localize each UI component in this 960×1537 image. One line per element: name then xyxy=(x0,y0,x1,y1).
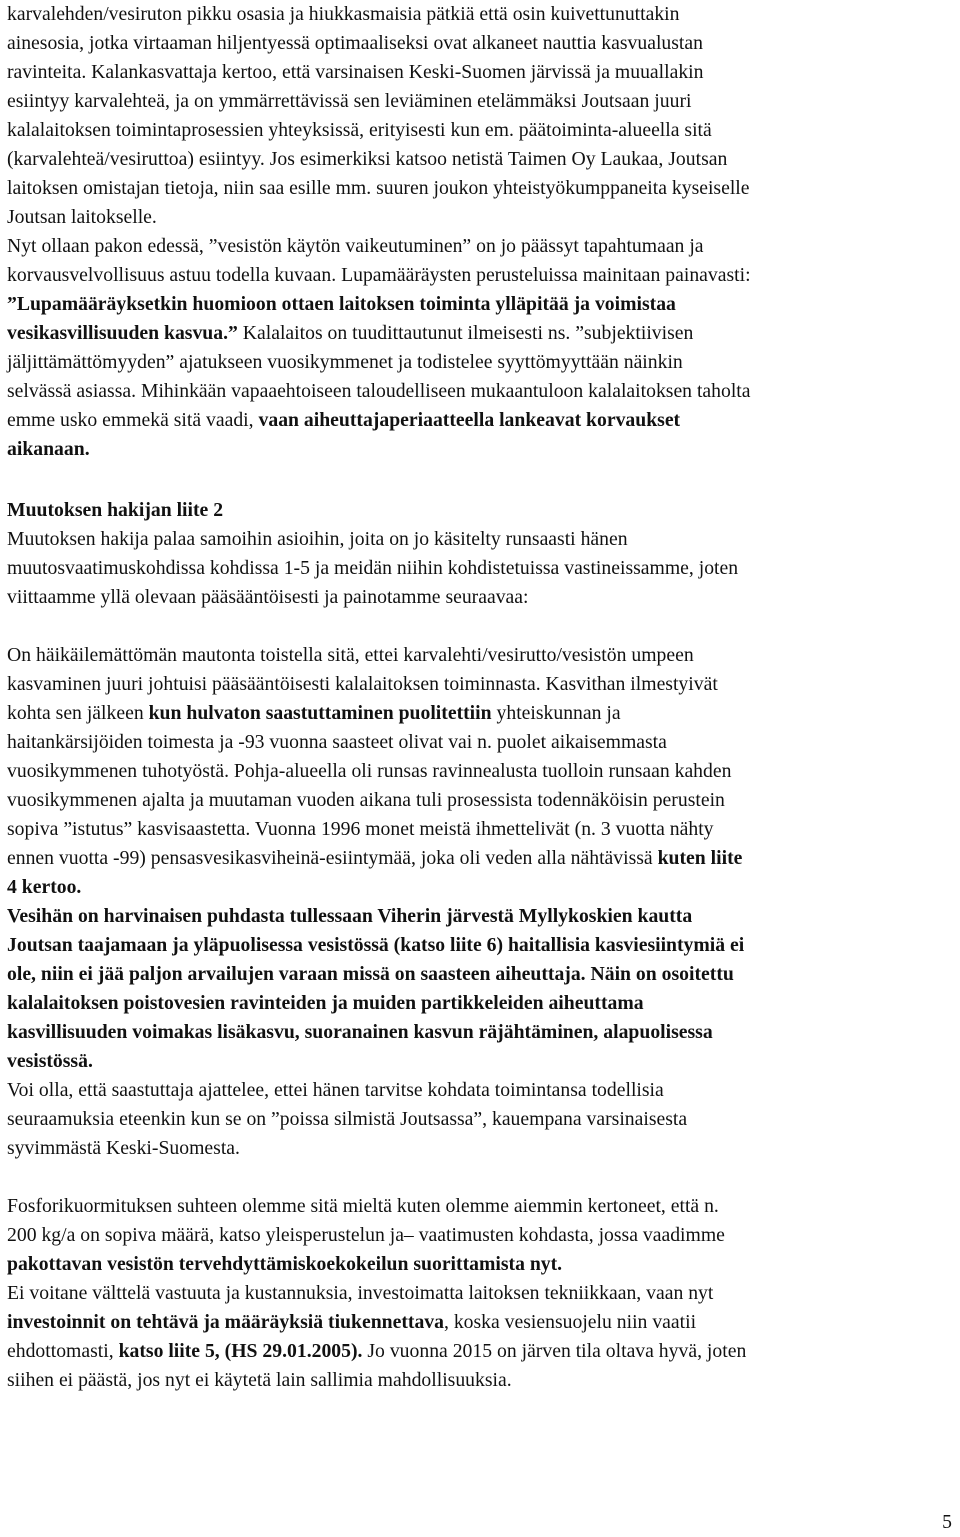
heading-text: Muutoksen hakijan liite 2 xyxy=(7,499,224,521)
text-line: Muutoksen hakija palaa samoihin asioihin, joita on jo käsitelty runsaasti hänen xyxy=(7,528,628,550)
text-line: Ei voitane välttelä vastuuta ja kustannuksia, investoimatta laitoksen tekniikkaan, vaan nyt xyxy=(7,1282,714,1304)
text-line: jäljittämättömyyden” ajatukseen vuosikymmenet ja todistelee syyttömyyttään näinkin xyxy=(7,351,683,373)
paragraph-compensation xyxy=(7,232,953,464)
text-line: esiintyy karvalehteä, ja on ymmärrettävissä sen leviäminen etelämmäksi Joutsaan juuri xyxy=(7,90,692,112)
paragraph-spacer xyxy=(7,1163,953,1192)
bold-line: pakottavan vesistön tervehdyttämiskoekokeilun suorittamista nyt. xyxy=(7,1253,563,1275)
bold-text: kuten liite xyxy=(657,847,743,869)
text-line: Nyt ollaan pakon edessä, ”vesistön käytön vaikeutuminen” on jo päässyt tapahtumaan ja xyxy=(7,235,704,257)
text-line: selvässä asiassa. Mihinkään vapaaehtoiseen taloudelliseen mukaantuloon kalalaitoksen taholta xyxy=(7,380,751,402)
text-line xyxy=(7,844,953,873)
text-line: seuraamuksia eteenkin kun se on ”poissa silmistä Joutsassa”, kauempana varsinaisesta xyxy=(7,1108,688,1130)
text-line: viittaamme yllä olevaan pääsääntöisesti ja painotamme seuraavaa: xyxy=(7,586,529,608)
text-line xyxy=(7,406,953,435)
paragraph-intro xyxy=(7,525,953,612)
text-line: siihen ei päästä, jos nyt ei käytetä lain sallimia mahdollisuuksia. xyxy=(7,1369,512,1391)
text-line xyxy=(7,1337,953,1366)
paragraph-karvalehti-origin xyxy=(7,0,953,232)
text-line: On häikäilemättömän mautonta toistella sitä, ettei karvalehti/vesirutto/vesistön umpeen xyxy=(7,644,694,666)
paragraph-phosphorus xyxy=(7,1192,953,1279)
paragraph-spacer xyxy=(7,612,953,641)
text-line: muutosvaatimuskohdissa kohdissa 1-5 ja meidän niihin kohdistetuissa vastineissamme, joten xyxy=(7,557,739,579)
text-run: Kalalaitos on tuudittautunut ilmeisesti ns. ”subjektiivisen xyxy=(237,322,694,344)
bold-line: Joutsan taajamaan ja yläpuolisessa vesistössä (katso liite 6) haitallisia kasviesiintymiä ei xyxy=(7,934,745,956)
text-line: syvimmästä Keski-Suomesta. xyxy=(7,1137,240,1159)
text-line xyxy=(7,435,953,464)
text-line: ravinteita. Kalankasvattaja kertoo, että varsinaisen Keski-Suomen järvissä ja muuallakin xyxy=(7,61,704,83)
text-run: ehdottomasti, xyxy=(7,1340,119,1362)
text-line xyxy=(7,699,953,728)
bold-line: kalalaitoksen poistovesien ravinteiden ja muiden partikkeleiden aiheuttama xyxy=(7,992,644,1014)
text-line: sopiva ”istutus” kasvisaastetta. Vuonna 1996 monet meistä ihmettelivät (n. 3 vuotta nähty xyxy=(7,818,714,840)
text-line: vuosikymmenen tuhotyöstä. Pohja-alueella oli runsas ravinnealusta tuolloin runsaan kahden xyxy=(7,760,732,782)
bold-text: kun hulvaton saastuttaminen puolitettiin xyxy=(148,702,492,724)
text-line: (karvalehteä/vesiruttoa) esiintyy. Jos esimerkiksi katsoo netistä Taimen Oy Laukaa, Joutsan xyxy=(7,148,728,170)
text-line: kalalaitoksen toimintaprosessien yhteyksissä, erityisesti kun em. päätoiminta-alueella sitä xyxy=(7,119,712,141)
bold-text: aikanaan. xyxy=(7,438,90,460)
text-line xyxy=(7,319,953,348)
text-line: laitoksen omistajan tietoja, niin saa esille mm. suuren joukon yhteistyökumppaneita kyseiselle xyxy=(7,177,750,199)
text-run: ennen vuotta -99) pensasvesikasviheinä-esiintymää, joka oli veden alla nähtävissä xyxy=(7,847,658,869)
text-line: Voi olla, että saastuttaja ajattelee, ettei hänen tarvitse kohdata toimintansa todellisia xyxy=(7,1079,664,1101)
page-number: 5 xyxy=(942,1511,952,1533)
bold-line: vesistössä. xyxy=(7,1050,93,1072)
paragraph-spacer xyxy=(7,464,953,496)
bold-text: 4 kertoo. xyxy=(7,876,82,898)
text-run: kohta sen jälkeen xyxy=(7,702,149,724)
text-line: 200 kg/a on sopiva määrä, katso yleisperustelun ja– vaatimusten kohdasta, jossa vaadimme xyxy=(7,1224,725,1246)
bold-line: kasvillisuuden voimakas lisäkasvu, suoranainen kasvun räjähtäminen, alapuolisessa xyxy=(7,1021,713,1043)
text-line xyxy=(7,290,953,319)
paragraph-bold-claim xyxy=(7,902,953,1076)
section-heading xyxy=(7,496,953,525)
text-run: yhteiskunnan ja xyxy=(491,702,621,724)
document-page xyxy=(7,0,953,1395)
bold-line: Vesihän on harvinaisen puhdasta tullessaan Viherin järvestä Myllykoskien kautta xyxy=(7,905,693,927)
text-run: Jo vuonna 2015 on järven tila oltava hyvä, joten xyxy=(362,1340,747,1362)
bold-text: katso liite 5, (HS 29.01.2005). xyxy=(118,1340,363,1362)
bold-quote: vesikasvillisuuden kasvua.” xyxy=(7,322,238,344)
text-line: ainesosia, jotka virtaaman hiljentyessä optimaaliseksi ovat alkaneet nauttia kasvualustan xyxy=(7,32,703,54)
bold-text: vaan aiheuttajaperiaatteella lankeavat korvaukset xyxy=(258,409,681,431)
paragraph-growth-history xyxy=(7,641,953,902)
text-line: haitankärsijöiden toimesta ja -93 vuonna saasteet olivat vai n. puolet aikaisemmasta xyxy=(7,731,667,753)
text-line xyxy=(7,873,953,902)
text-line: vuosikymmenen ajalta ja muutaman vuoden aikana tuli prosessista todennäköisin perustein xyxy=(7,789,725,811)
text-line: korvausvelvollisuus astuu todella kuvaan. Lupamääräysten perusteluissa mainitaan painavasti: xyxy=(7,264,751,286)
text-line: karvalehden/vesiruton pikku osasia ja hiukkasmaisia pätkiä että osin kuivettunuttakin xyxy=(7,3,680,25)
text-line: kasvaminen juuri johtuisi pääsääntöisesti kalalaitoksen toiminnasta. Kasvithan ilmestyivät xyxy=(7,673,718,695)
text-line: Joutsan laitokselle. xyxy=(7,206,157,228)
text-run: emme usko emmekä sitä vaadi, xyxy=(7,409,259,431)
bold-text: investoinnit on tehtävä ja määräyksiä tiukennettava xyxy=(7,1311,444,1333)
paragraph-polluter xyxy=(7,1076,953,1163)
text-run: , koska vesiensuojelu niin vaatii xyxy=(443,1311,697,1333)
bold-line: ole, niin ei jää paljon arvailujen varaan missä on saasteen aiheuttaja. Näin on osoitettu xyxy=(7,963,734,985)
text-line xyxy=(7,1308,953,1337)
text-line: Fosforikuormituksen suhteen olemme sitä mieltä kuten olemme aiemmin kertoneet, että n. xyxy=(7,1195,719,1217)
bold-quote: ”Lupamääräyksetkin huomioon ottaen laitoksen toiminta ylläpitää ja voimistaa xyxy=(7,293,676,315)
paragraph-investment xyxy=(7,1279,953,1395)
